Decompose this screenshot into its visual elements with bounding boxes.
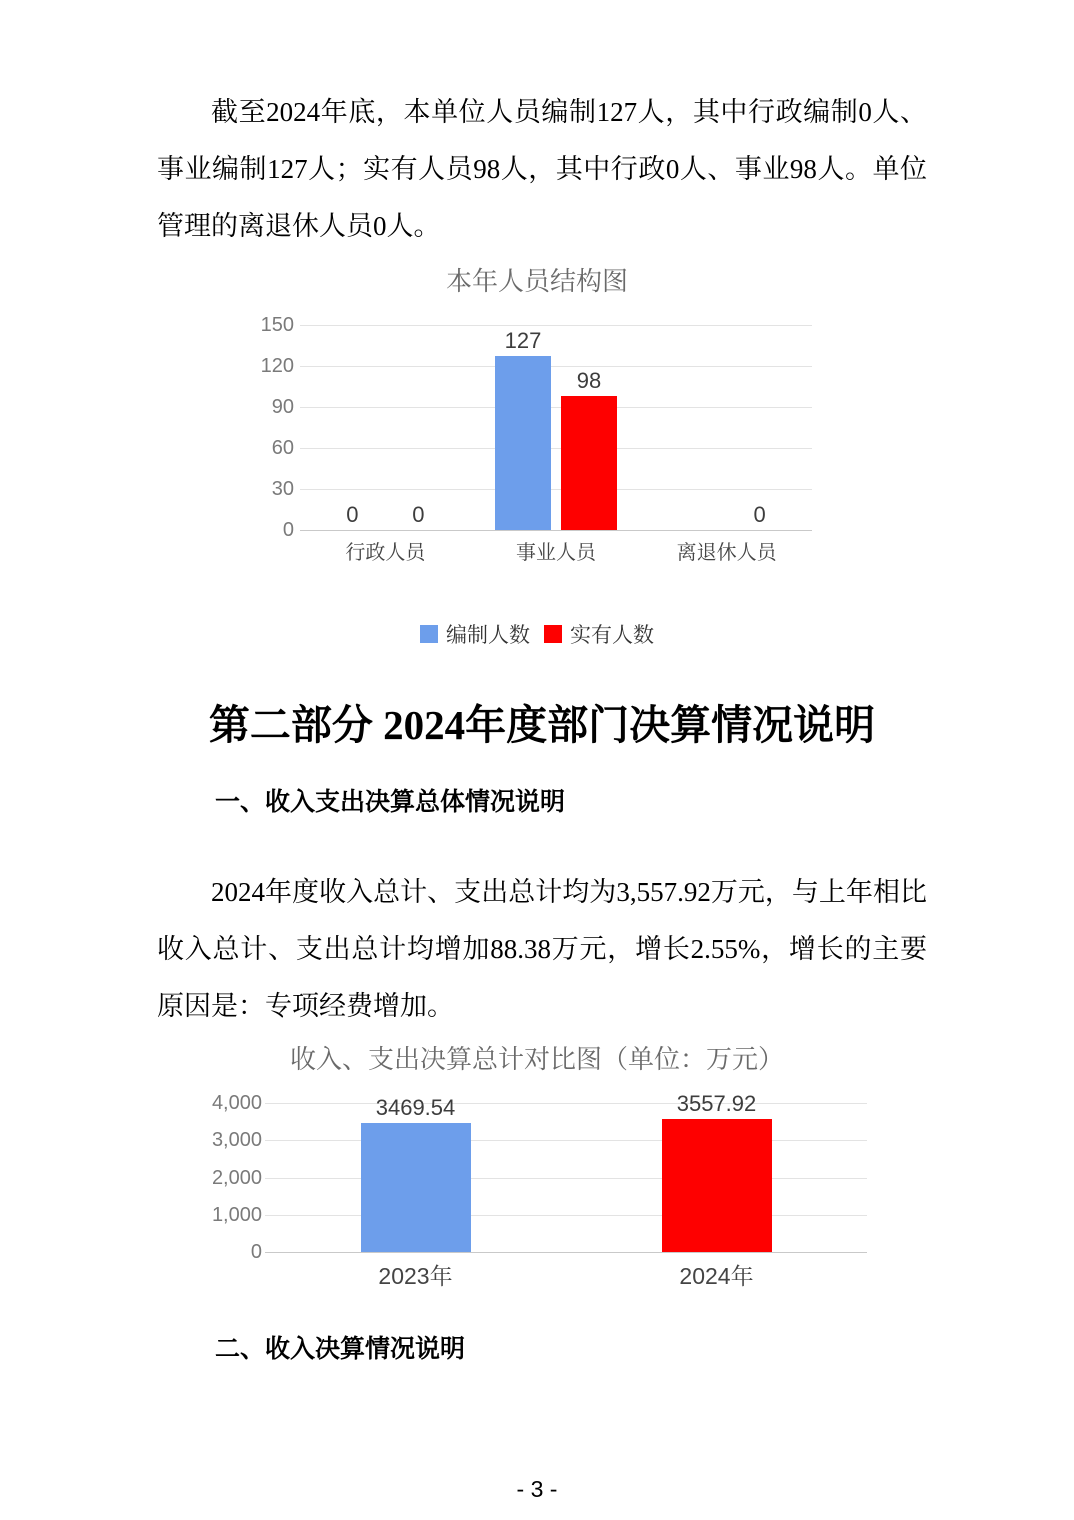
legend-item xyxy=(420,619,530,649)
gridline xyxy=(300,325,812,326)
bar-value-label: 0 xyxy=(412,502,425,527)
gridline xyxy=(265,1252,867,1253)
gridline xyxy=(265,1140,867,1141)
legend-swatch-icon xyxy=(420,625,438,643)
y-axis-tick-label: 30 xyxy=(271,478,294,500)
x-axis-category-label: 离退休人员 xyxy=(676,542,777,564)
gridline xyxy=(300,530,812,531)
bar xyxy=(662,1119,772,1252)
bar-value-label: 3469.54 xyxy=(375,1094,456,1120)
legend-swatch-icon xyxy=(544,625,562,643)
bar xyxy=(495,356,551,530)
legend-label: 编制人数 xyxy=(446,624,530,647)
y-axis-tick-label: 1,000 xyxy=(211,1203,262,1226)
y-axis-tick-label: 4,000 xyxy=(211,1092,262,1114)
y-axis-tick-label: 150 xyxy=(260,314,294,336)
bar xyxy=(361,1123,471,1252)
page-number: - 3 - xyxy=(516,1476,558,1502)
personnel-chart-plot-area xyxy=(300,325,812,530)
x-axis-category-label: 事业人员 xyxy=(516,542,596,564)
y-axis-tick-label: 90 xyxy=(271,396,294,418)
bar-value-label: 3557.92 xyxy=(676,1091,757,1117)
comparison-chart-title: 收入、支出决算总计对比图（单位：万元） xyxy=(289,1044,784,1074)
subheading-income-statement: 二、收入决算情况说明 xyxy=(215,1335,466,1363)
subheading-income-expenditure-overview: 一、收入支出决算总体情况说明 xyxy=(215,788,566,816)
section-heading: 第二部分 2024年度部门决算情况说明 xyxy=(208,702,876,748)
bar-value-label: 0 xyxy=(753,502,766,527)
y-axis-tick-label: 0 xyxy=(250,1241,262,1263)
x-axis-category-label: 2024年 xyxy=(679,1263,754,1289)
personnel-chart-title: 本年人员结构图 xyxy=(445,266,628,296)
x-axis-category-label: 行政人员 xyxy=(345,542,426,564)
bar-value-label: 0 xyxy=(346,502,359,527)
gridline xyxy=(265,1215,867,1216)
gridline xyxy=(265,1178,867,1179)
y-axis-tick-label: 0 xyxy=(282,519,294,541)
gridline xyxy=(300,407,812,408)
personnel-chart-legend xyxy=(0,619,1074,649)
legend-item xyxy=(544,619,654,649)
gridline xyxy=(300,489,812,490)
gridline xyxy=(300,366,812,367)
overview-paragraph: 2024年度收入总计、支出总计均为3,557.92万元，与上年相比收入总计、支出总计均增加88.38万元，增长2.55%，增长的主要原因是：专项经费增加。 xyxy=(157,877,927,1021)
y-axis-tick-label: 3,000 xyxy=(211,1129,262,1152)
bar-value-label: 127 xyxy=(504,328,542,354)
y-axis-tick-label: 60 xyxy=(271,437,294,459)
legend-label: 实有人数 xyxy=(570,624,654,647)
comparison-chart-plot-area xyxy=(265,1103,867,1252)
y-axis-tick-label: 120 xyxy=(260,355,294,377)
gridline xyxy=(300,448,812,449)
gridline xyxy=(265,1103,867,1104)
bar xyxy=(561,396,617,530)
bar-value-label: 98 xyxy=(576,368,602,394)
x-axis-category-label: 2023年 xyxy=(378,1263,453,1289)
intro-paragraph: 截至2024年底，本单位人员编制127人，其中行政编制0人、事业编制127人；实有人员98人，其中行政0人、事业98人。单位管理的离退休人员0人。 xyxy=(157,97,927,241)
y-axis-tick-label: 2,000 xyxy=(211,1166,262,1189)
